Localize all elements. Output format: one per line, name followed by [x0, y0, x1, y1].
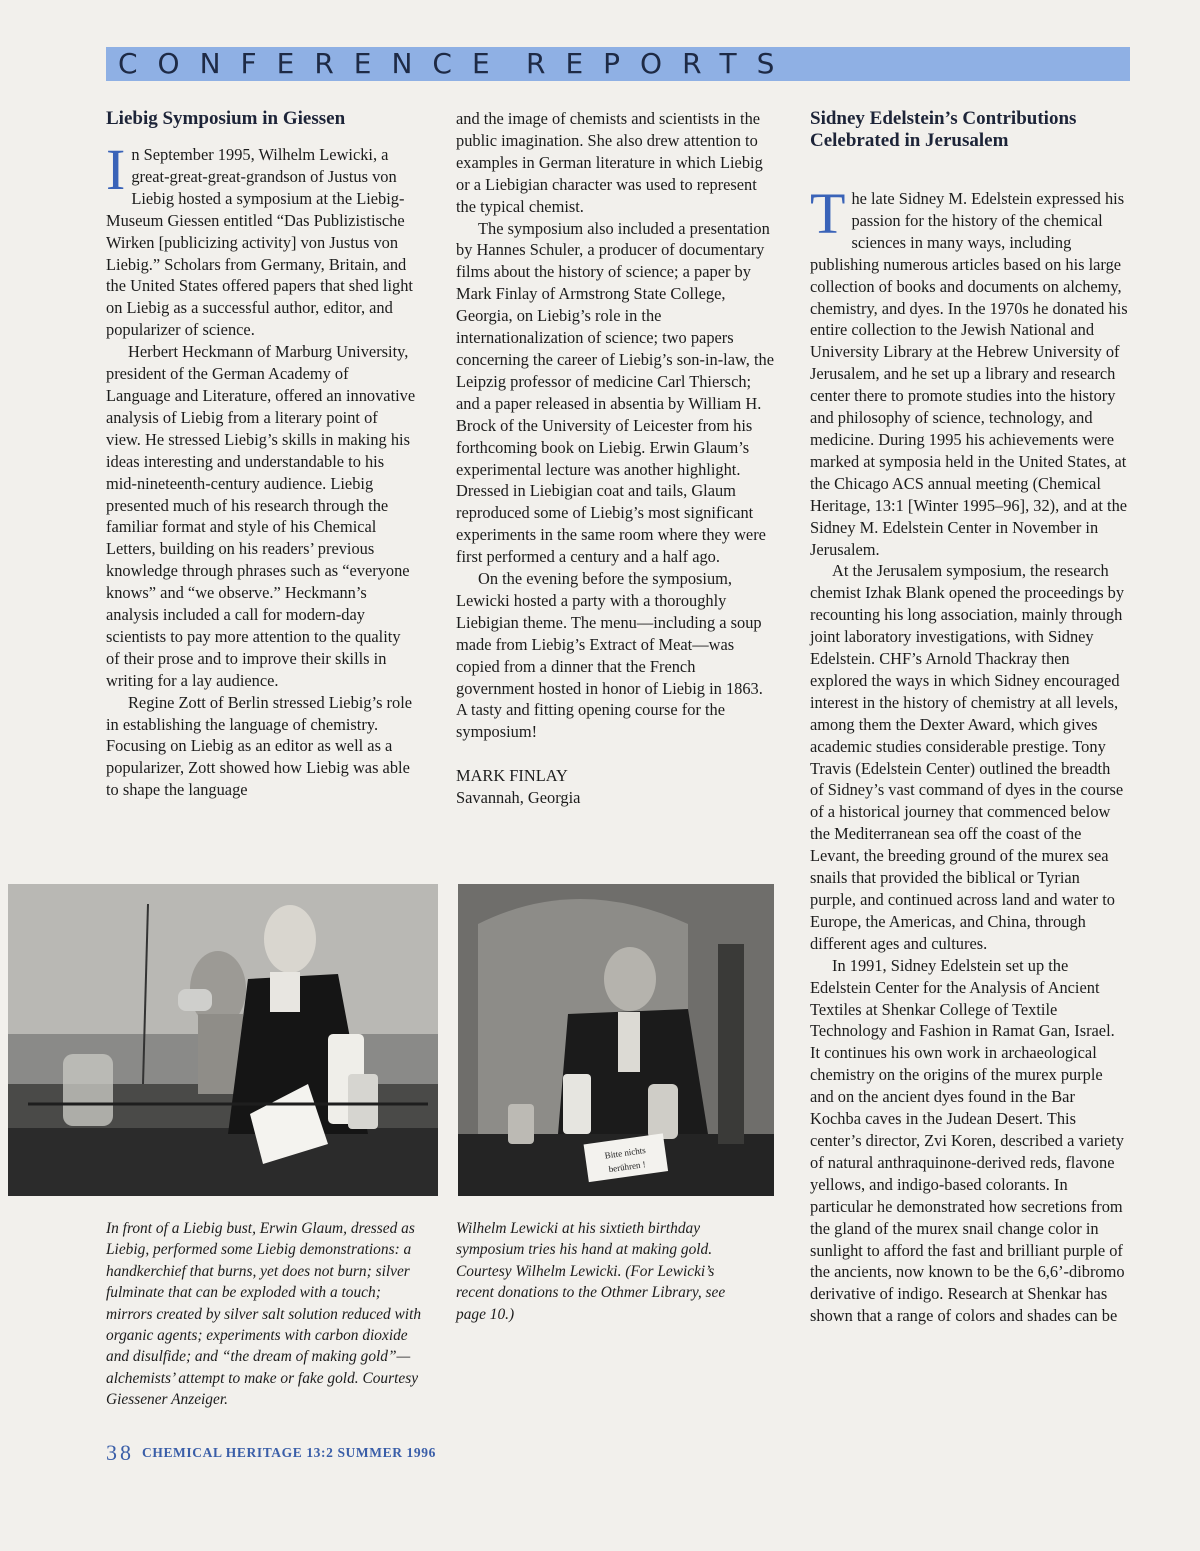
banner-word-conference: CONFERENCE: [118, 47, 510, 80]
article2-column: [810, 108, 1128, 1327]
dropcap: I: [106, 137, 126, 202]
article2-paragraph: In 1991, Sidney Edelstein set up the Edelstein Center for the Analysis of Ancient Textiles at Shenkar College of Textile Technology and Fashion in Ramat Gan, Israel. It continues his own work in archaeological chemistry on the origins of the murex purple and on the ancient dyes found in the Bar Kochba caves in the Judean Desert. This center’s director, Zvi Koren, described a variety of natural anthraquinone-derived reds, flavone yellows, and indigo-based colorants. In particular he demonstrated how secretions from the gland of the murex snail change color in sunlight to afford the fast and brilliant purple of the ancients, now known to be the 6,6’-dibromo derivative of indigo. Research at Shenkar has shown that a range of colors and shades can be: [810, 955, 1125, 1326]
article1-column2: [456, 108, 774, 809]
dropcap: T: [810, 181, 846, 246]
article1-paragraph: On the evening before the symposium, Lewicki hosted a party with a thoroughly Liebigian theme. The menu—including a soup made from Liebig’s Extract of Meat—was copied from a dinner that the French government hosted in honor of Liebig in 1863. A tasty and fitting opening course for the symposium!: [456, 569, 763, 742]
sign-text-line1: Bitte nichts: [604, 1144, 647, 1161]
article1-paragraph: Herbert Heckmann of Marburg University, president of the German Academy of Language and Literature, offered an innovative analysis of Liebig from a literary point of view. He stressed Liebig’s skills in making his ideas interesting and understandable to his mid-nineteenth-century audience. Liebig presented much of his research through the familiar format and style of his Chemical Letters, building on his readers’ previous knowledge through phrases such as “everyone knows” and “we observe.” Heckmann’s analysis included a call for modern-day scientists to pay more attention to the quality of their prose and to improve their skills in writing for a lay audience.: [106, 342, 416, 690]
section-banner: [106, 47, 1130, 81]
article1-column1: [106, 108, 416, 801]
byline: [456, 765, 774, 809]
article2-title: Sidney Edelstein’s Contributions Celebrated in Jerusalem: [810, 108, 1077, 151]
author-location: Savannah, Georgia: [456, 788, 581, 808]
article1-paragraph: and the image of chemists and scientists in the public imagination. She also drew attention to examples in German literature in which Liebig or a Liebigian character was used to represent the typical chemist.: [456, 109, 763, 216]
article2-paragraph: At the Jerusalem symposium, the research chemist Izhak Blank opened the proceedings by recounting his long association, mainly through joint laboratory investigations, with Sidney Edelstein. CHF’s Arnold Thackray then explored the ways in which Sidney encouraged interest in the history of chemistry at all levels, among them the Dexter Award, which gives academic studies considerable prestige. Tony Travis (Edelstein Center) outlined the breadth of Sidney’s vast command of dyes in the course of a historical journey that commenced below the Mediterranean sea off the coast of the Levant, the breeding ground of the murex sea snails that provided the biblical or Tyrian purple, and continued across land and water to Europe, the Americas, and China, through different ages and cultures.: [810, 561, 1125, 953]
article1-paragraph: The symposium also included a presentation by Hannes Schuler, a producer of documentary films about the history of science; a paper by Mark Finlay of Armstrong State College, Georgia, on Liebig’s role in the internationalization of science; two papers concerning the career of Liebig’s son-in-law, the Leipzig professor of medicine Carl Thiersch; and a paper released in absentia by William H. Brock of the University of Leicester from his forthcoming book on Liebig. Erwin Glaum’s experimental lecture was another highlight. Dressed in Liebigian coat and tails, Glaum reproduced some of Liebig’s most significant experiments in the same room where they were first performed a century and a half ago.: [456, 218, 774, 567]
article1-paragraph: In September 1995, Wilhelm Lewicki, a great-great-great-grandson of Justus von Liebig hosted a symposium at the Liebig-Museum Giessen entitled “Das Publizistische Wirken [publicizing activity] von Justus von Liebig.” Scholars from Germany, Britain, and the United States offered papers that shed light on Liebig as a successful author, editor, and popularizer of science.: [106, 137, 413, 340]
photo1-caption: In front of a Liebig bust, Erwin Glaum, dressed as Liebig, performed some Liebig demonstrations: a handkerchief that burns, yet does not burn; silver fulminate that can be exploded with a touch; mirrors created by silver salt solution reduced with organic agents; experiments with carbon dioxide and disulfide; and “the dream of making gold”—alchemists’ attempt to make or fake gold. Courtesy Giessener Anzeiger.: [106, 1220, 422, 1409]
author-name: MARK FINLAY: [456, 766, 568, 786]
article1-title: Liebig Symposium in Giessen: [106, 108, 346, 129]
article2-paragraph: The late Sidney M. Edelstein expressed his passion for the history of the chemical sciences in many ways, including publishing numerous articles based on his large collection of books and documents on alchemy, chemistry, and dyes. In the 1970s he donated his entire collection to the Jewish National and University Library at the Hebrew University of Jerusalem, and he set up a library and research center there to promote studies into the history and philosophy of science, technology, and medicine. During 1995 his achievements were marked at symposia held in the United States, at the Chicago ACS annual meeting (Chemical Heritage, 13:1 [Winter 1995–96], 32), and at the Sidney M. Edelstein Center in November in Jerusalem.: [810, 181, 1128, 559]
article1-paragraph: Regine Zott of Berlin stressed Liebig’s role in establishing the language of chemistry. Focusing on Liebig as an editor as well as a popularizer, Zott showed how Liebig was able to shape the language: [106, 692, 413, 800]
page-number: 38: [106, 1440, 134, 1465]
photo-erwin-glaum: [8, 884, 438, 1196]
sign-text-line2: berühren !: [607, 1159, 647, 1175]
photo2-caption: Wilhelm Lewicki at his sixtieth birthday symposium tries his hand at making gold. Courtesy Wilhelm Lewicki. (For Lewicki’s recent donations to the Othmer Library, see page 10.): [456, 1220, 726, 1323]
banner-word-reports: REPORTS: [526, 47, 795, 80]
magazine-issue: CHEMICAL HERITAGE 13:2 SUMMER 1996: [142, 1445, 436, 1460]
page-footer: [106, 1440, 436, 1466]
photo-wilhelm-lewicki: [458, 884, 774, 1196]
